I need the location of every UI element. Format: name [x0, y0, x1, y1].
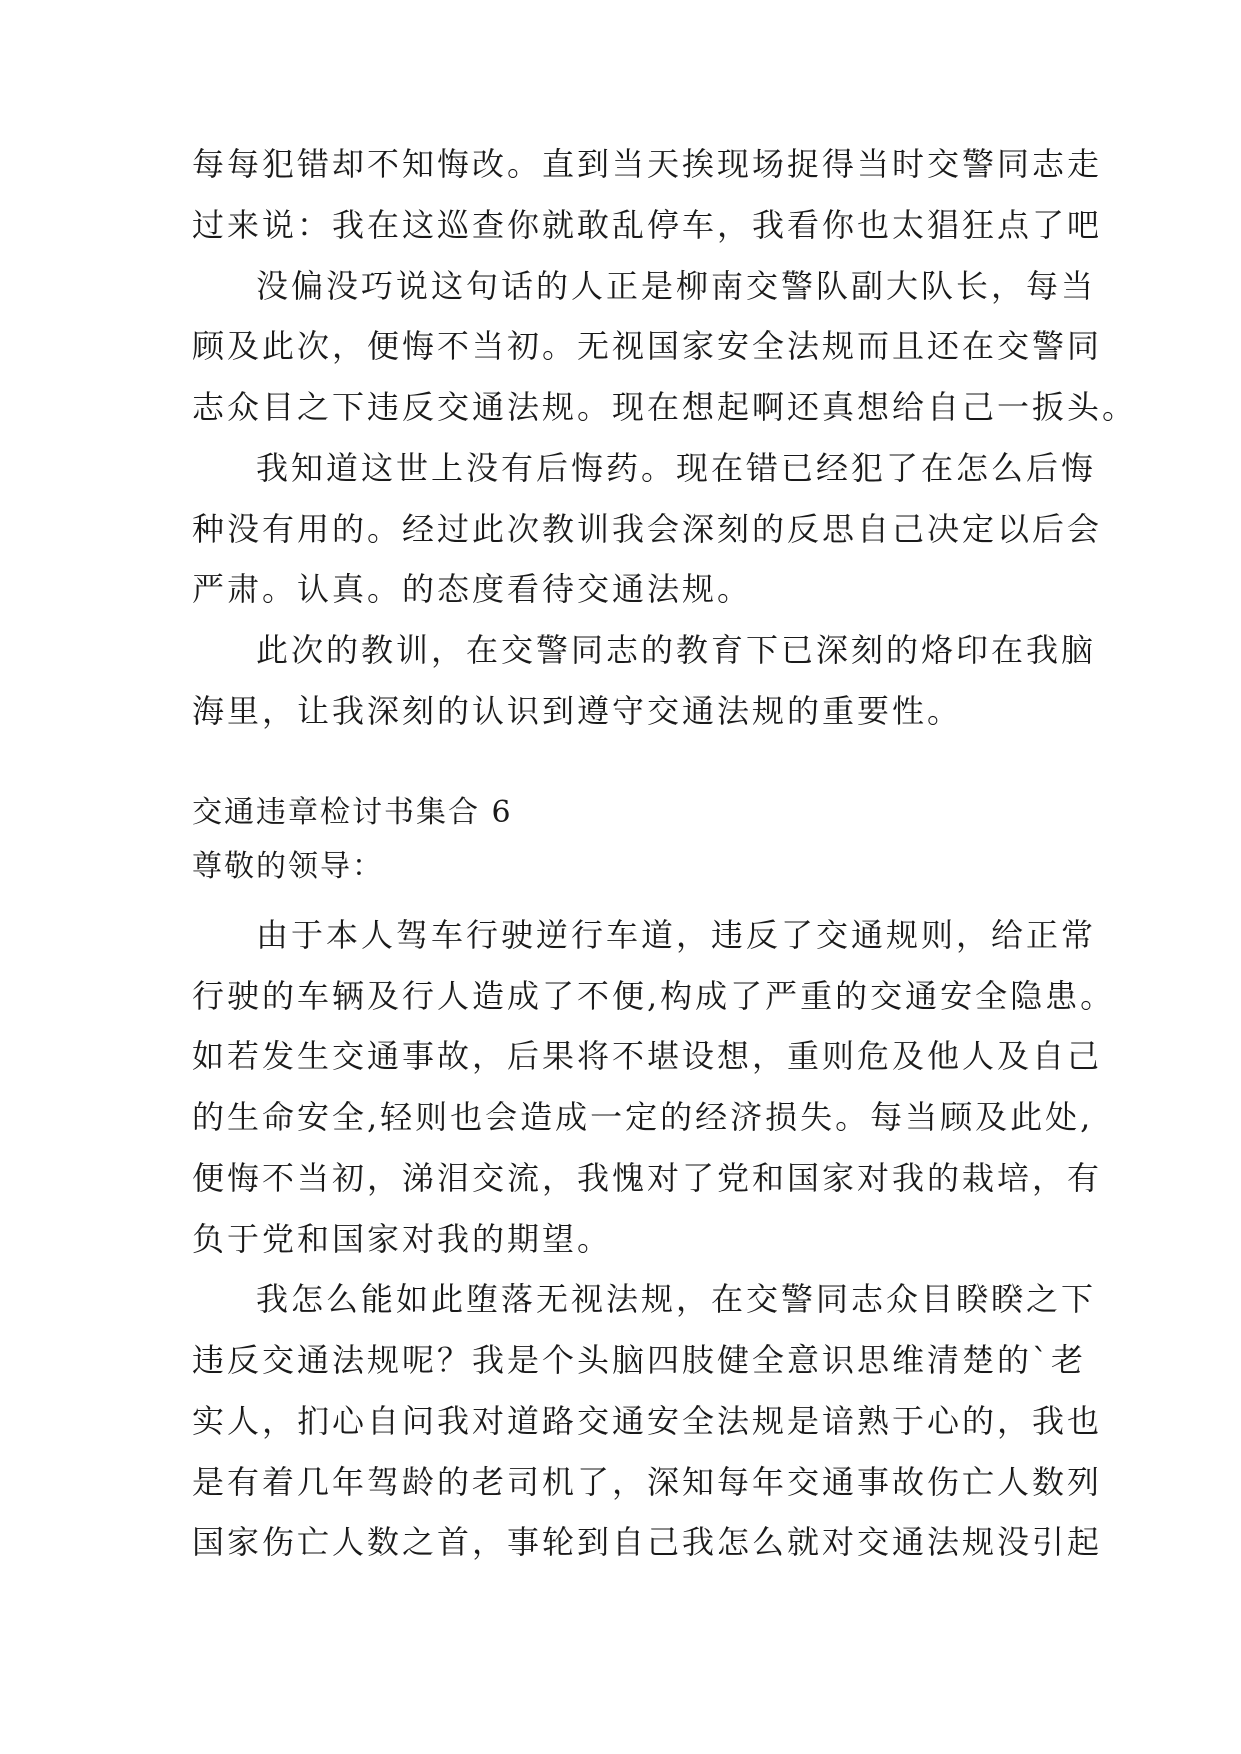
text-line: 国家伤亡人数之首，事轮到自己我怎么就对交通法规没引起: [192, 1523, 1103, 1561]
text-line: 没偏没巧说这句话的人正是柳南交警队副大队长，每当: [256, 267, 1097, 305]
text-line: 负于党和国家对我的期望。: [192, 1220, 613, 1258]
text-line: 严肃。认真。的态度看待交通法规。: [192, 570, 753, 608]
text-line: 如若发生交通事故，后果将不堪设想，重则危及他人及自己: [192, 1037, 1103, 1075]
text-line: 海里，让我深刻的认识到遵守交通法规的重要性。: [192, 692, 963, 730]
text-line: 志众目之下违反交通法规。现在想起啊还真想给自己一扳头。: [192, 388, 1138, 426]
text-line: 我知道这世上没有后悔药。现在错已经犯了在怎么后悔: [256, 449, 1097, 487]
text-line: 由于本人驾车行驶逆行车道，违反了交通规则，给正常: [256, 916, 1097, 954]
text-line: 过来说：我在这巡查你就敢乱停车，我看你也太猖狂点了吧: [192, 206, 1103, 244]
text-line: 行驶的车辆及行人造成了不便,构成了严重的交通安全隐患。: [192, 977, 1116, 1015]
text-line: 是有着几年驾龄的老司机了，深知每年交通事故伤亡人数列: [192, 1463, 1103, 1501]
text-line: 我怎么能如此堕落无视法规，在交警同志众目睽睽之下: [256, 1280, 1097, 1318]
text-line: 种没有用的。经过此次教训我会深刻的反思自己决定以后会: [192, 510, 1103, 548]
text-line: 便悔不当初，涕泪交流，我愧对了党和国家对我的栽培，有: [192, 1159, 1103, 1197]
text-line: 实人，扪心自问我对道路交通安全法规是谙熟于心的，我也: [192, 1402, 1103, 1440]
text-line: 顾及此次，便悔不当初。无视国家安全法规而且还在交警同: [192, 327, 1103, 365]
text-line: 此次的教训，在交警同志的教育下已深刻的烙印在我脑: [256, 631, 1097, 669]
salutation: 尊敬的领导：: [192, 849, 384, 884]
section-title: 交通违章检讨书集合 6: [192, 795, 513, 830]
text-line: 违反交通法规呢？我是个头脑四肢健全意识思维清楚的`老: [192, 1341, 1087, 1379]
text-line: 的生命安全,轻则也会造成一定的经济损失。每当顾及此处,: [192, 1098, 1094, 1136]
text-line: 每每犯错却不知悔改。直到当天挨现场捉得当时交警同志走: [192, 145, 1103, 183]
